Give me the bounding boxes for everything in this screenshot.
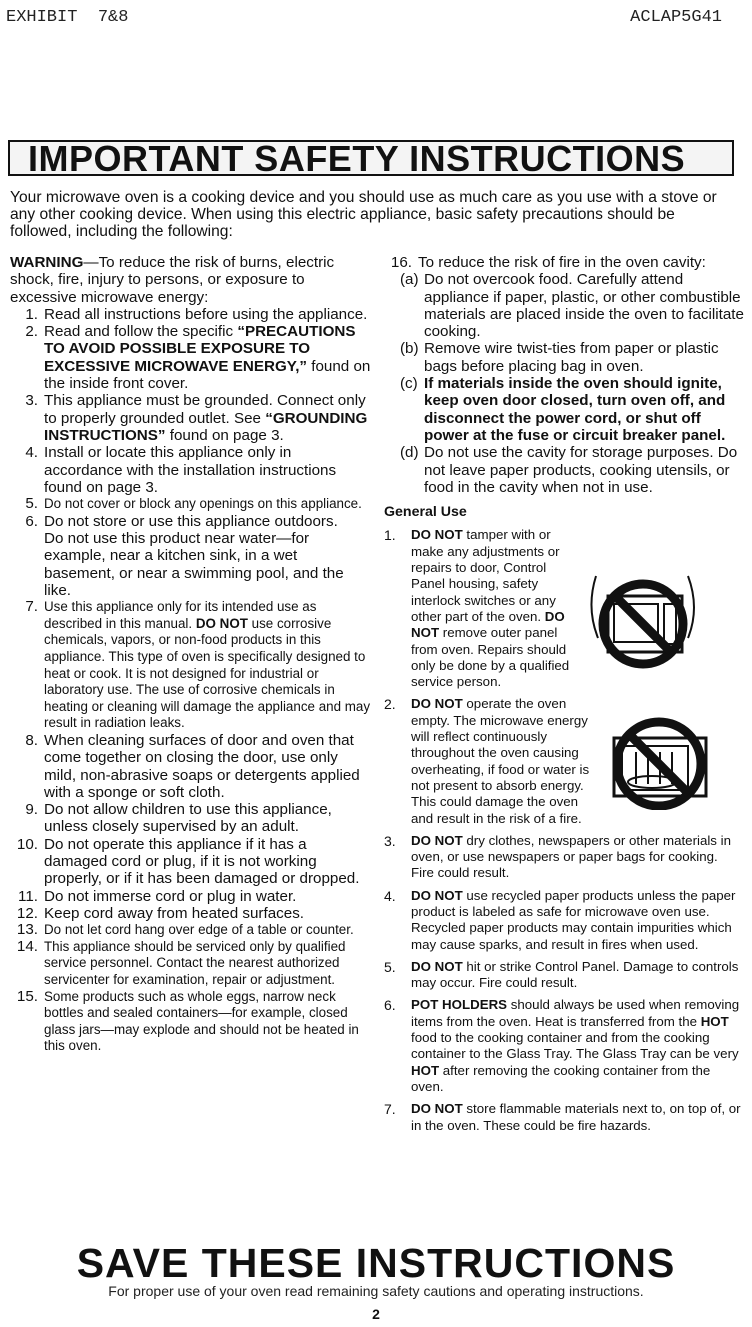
item-bold-text: HOT	[411, 1062, 440, 1078]
item-number: 13.	[16, 921, 38, 939]
item-text: use corrosive chemicals, vapors, or non-food products in this appliance. This type of oven is specifically designed to heat or cook. It is not designed for industrial or laboratory use. The use of corrosive chemicals in heating or cleaning will damage the appliance and may result in radiation leaks.	[44, 615, 371, 731]
item-number: 2.	[25, 323, 38, 341]
item-text: operate the oven empty. The microwave energy will reflect continuously throughout the oven causing overheating, if food or water is not present to absorb energy. This could damage the oven and result in the risk of a fire.	[411, 696, 590, 826]
right-column	[384, 254, 744, 1140]
item-text: When cleaning surfaces of door and oven that come together on closing the door, use only mild, non-abrasive soaps or detergents applied with a sponge or soft cloth.	[44, 731, 360, 801]
item-bold-text: DO NOT	[411, 608, 565, 641]
intro-paragraph: Your microwave oven is a cooking device and you should use as much care as you use with a stove or any other cooking device. When using this electric appliance, basic safety precautions should be followed, including the following:	[10, 189, 717, 240]
item-number: 11.	[18, 887, 38, 905]
item-number: 8.	[25, 731, 38, 749]
item-bold-text: “GROUNDING INSTRUCTIONS”	[44, 409, 368, 444]
page-number: 2	[372, 1306, 380, 1322]
list-item	[384, 997, 744, 1095]
item-number: 2.	[384, 696, 396, 713]
item-text: Read and follow the specific	[44, 323, 238, 341]
item-number: 3.	[25, 392, 38, 410]
list-item	[384, 254, 744, 496]
item-text: Keep cord away from heated surfaces.	[44, 904, 305, 922]
list-item	[10, 888, 372, 905]
item-text: This appliance must be grounded. Connect only to properly grounded outlet. See	[44, 392, 366, 427]
sub-letter: (b)	[400, 340, 419, 358]
list-item	[384, 888, 744, 953]
sub-text: Do not overcook food. Carefully attend appliance if paper, plastic, or other combustible materials are placed inside the oven to facilitate cooking.	[424, 271, 744, 341]
page-title: IMPORTANT SAFETY INSTRUCTIONS	[28, 138, 686, 179]
item-number: 10.	[16, 835, 38, 853]
item-number: 4.	[384, 887, 396, 904]
list-item	[10, 392, 372, 444]
sub-text: Do not use the cavity for storage purposes. Do not leave paper products, cooking utensils, or food in the cavity when not in use.	[424, 444, 738, 496]
item-text: found on the inside front cover.	[44, 357, 371, 393]
sub-item	[384, 444, 744, 496]
fire-risk-list	[384, 254, 744, 496]
item-number: 14.	[16, 937, 38, 955]
item-text: food to the cooking container and from the cooking container to the Glass Tray. The Glass Tray can be very	[411, 1030, 739, 1062]
sub-item	[384, 340, 744, 375]
item-bold-text: DO NOT	[195, 615, 248, 631]
no-tamper-icon	[584, 568, 702, 670]
item-text: found on page 3.	[165, 426, 284, 444]
item-text: after removing the cooking container from the oven.	[411, 1062, 711, 1094]
item-number: 1.	[384, 527, 396, 544]
item-text: Install or locate this appliance only in accordance with the installation instructions found on page 3.	[44, 444, 337, 496]
warning-text: —To reduce the risk of burns, electric shock, fire, injury to persons, or exposure to excessive microwave energy:	[10, 254, 335, 306]
warning-paragraph	[10, 254, 372, 306]
left-column	[10, 254, 372, 1055]
item-text: This appliance should be serviced only by qualified service personnel. Contact the nearest authorized servicenter for examination, repair or adjustment.	[44, 938, 346, 988]
item-number: 15.	[16, 987, 38, 1005]
list-item	[10, 989, 372, 1055]
item-text: hit or strike Control Panel. Damage to controls may occur. Fire could result.	[411, 958, 739, 991]
sub-item	[384, 375, 744, 444]
item-bold-text: DO NOT	[411, 832, 463, 848]
item-text: Do not let cord hang over edge of a table or counter.	[44, 922, 354, 938]
item-number: 6.	[25, 512, 38, 530]
list-item	[10, 513, 372, 599]
list-item	[10, 732, 372, 801]
item-bold-text: DO NOT	[411, 527, 463, 543]
list-item	[10, 444, 372, 496]
item-text: Use this appliance only for its intended use as described in this manual.	[44, 599, 317, 631]
item-number: 12.	[16, 904, 38, 922]
list-item	[10, 836, 372, 888]
item-bold-text: DO NOT	[411, 958, 463, 974]
list-item	[10, 939, 372, 989]
item-bold-text: DO NOT	[411, 887, 463, 903]
item-text: dry clothes, newspapers or other materials in oven, or use newspapers or paper bags for cooking. Fire could result.	[411, 832, 731, 881]
save-instructions-heading: SAVE THESE INSTRUCTIONS	[76, 1240, 676, 1286]
exhibit-label: EXHIBIT 7&8	[6, 8, 129, 27]
sub-letter: (a)	[400, 271, 419, 289]
item-bold-text: “PRECAUTIONS TO AVOID POSSIBLE EXPOSURE TO EXCESSIVE MICROWAVE ENERGY,”	[44, 323, 356, 375]
item-bold-text: DO NOT	[411, 1101, 463, 1117]
item-text: should always be used when removing items from the oven. Heat is transferred from the	[411, 997, 740, 1029]
safety-list	[10, 306, 372, 1055]
list-item	[10, 306, 372, 323]
item-number: 9.	[25, 801, 38, 819]
item-text: To reduce the risk of fire in the oven cavity:	[418, 254, 706, 271]
list-item	[10, 323, 372, 392]
list-item	[10, 599, 372, 732]
item-text: Do not immerse cord or plug in water.	[44, 887, 297, 905]
item-number: 6.	[384, 997, 396, 1014]
item-bold-text: HOT	[700, 1013, 729, 1029]
item-number: 4.	[25, 444, 38, 462]
item-number: 7.	[25, 598, 38, 616]
item-text: Some products such as whole eggs, narrow neck bottles and sealed containers—for example, closed glass jars—may explode and should not be heated in this oven.	[44, 988, 359, 1054]
item-number: 5.	[25, 495, 38, 513]
item-number: 3.	[384, 832, 396, 849]
list-item	[384, 833, 744, 882]
item-body	[411, 696, 596, 826]
list-item	[10, 905, 372, 922]
item-text: use recycled paper products unless the paper product is labeled as safe for microwave oven use. Recycled paper products may contain impurities which may cause sparks, and result in fires when used.	[411, 887, 736, 952]
list-item	[10, 496, 372, 513]
item-text: Do not cover or block any openings on this appliance.	[44, 496, 362, 512]
item-number: 16.	[390, 254, 412, 271]
item-text: tamper with or make any adjustments or repairs to door, Control Panel housing, safety interlock switches or any other part of the oven.	[411, 527, 560, 624]
list-item	[384, 959, 744, 992]
item-text: remove outer panel from oven. Repairs should only be done by a qualified service person.	[411, 625, 570, 690]
sub-item	[384, 271, 744, 340]
item-text: Do not operate this appliance if it has a damaged cord or plug, if it is not working properly, or if it has been damaged or dropped.	[44, 835, 360, 888]
sub-letter: (c)	[400, 375, 418, 393]
general-use-heading: General Use	[384, 504, 467, 521]
sub-text: Remove wire twist-ties from paper or plastic bags before placing bag in oven.	[424, 340, 719, 375]
item-text: Read all instructions before using the appliance.	[44, 305, 368, 323]
list-item	[10, 922, 372, 939]
sub-list	[384, 271, 744, 496]
document-code: ACLAP5G41	[630, 8, 722, 27]
item-number: 5.	[384, 958, 396, 975]
sub-bold-text: If materials inside the oven should ignite, keep oven door closed, turn oven off, and disconnect the power cord, or shut off power at the fuse or circuit breaker panel.	[424, 375, 726, 444]
list-item	[384, 1101, 744, 1134]
item-text: Do not use this product near water—for example, near a kitchen sink, in a wet basement, or near a swimming pool, and the like.	[44, 530, 344, 599]
warning-label: WARNING	[10, 254, 84, 271]
list-item	[10, 801, 372, 836]
item-number: 7.	[384, 1101, 396, 1118]
sub-letter: (d)	[400, 444, 419, 462]
item-bold-text: DO NOT	[411, 696, 463, 712]
item-text: Do not allow children to use this appliance, unless closely supervised by an adult.	[44, 801, 332, 836]
item-text: Do not store or use this appliance outdoors.	[44, 512, 338, 530]
item-text: store flammable materials next to, on top of, or in the oven. These could be fire hazards.	[411, 1101, 741, 1133]
item-bold-text: POT HOLDERS	[411, 997, 508, 1013]
footer-note: For proper use of your oven read remaining safety cautions and operating instructions.	[108, 1283, 644, 1299]
item-number: 1.	[25, 305, 38, 323]
title-banner	[8, 138, 734, 179]
item-body	[411, 527, 583, 690]
no-empty-oven-icon	[600, 708, 718, 810]
